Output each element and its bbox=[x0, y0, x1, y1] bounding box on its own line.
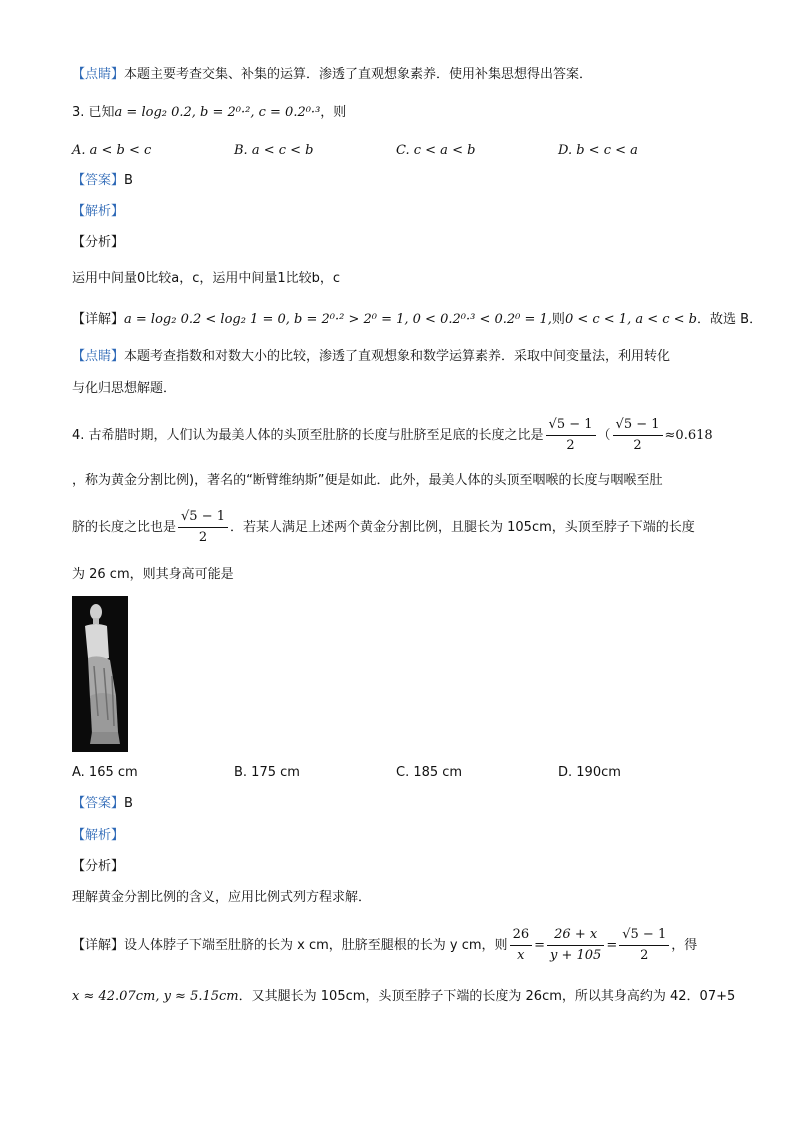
q3-option-b: B. a < c < b bbox=[234, 143, 314, 158]
eq-fraction-c: $\frac{√5 - 1}{2}$ bbox=[619, 925, 669, 966]
q4-fenxi-heading: 【分析】 bbox=[72, 859, 125, 874]
q3-detail: 【详解】a = log₂ 0.2 < log₂ 1 = 0, b = 2⁰·² > 2⁰ = 1, 0 < 0.2⁰·³ < 0.2⁰ = 1,则0 < c < 1, a < c < b．故选 B． bbox=[72, 312, 763, 327]
venus-statue-image bbox=[72, 596, 128, 752]
q3-option-d: D. b < c < a bbox=[558, 143, 638, 158]
q3-fenxi-text: 运用中间量0比较a，c，运用中间量1比较b，c bbox=[72, 271, 341, 286]
golden-ratio-fraction: $\frac{√5 - 1}{2}$ bbox=[546, 415, 596, 456]
q4-option-b: B. 175 cm bbox=[234, 765, 300, 780]
q3-answer: 【答案】B bbox=[72, 173, 133, 188]
q4-stem-line4: 为 26 cm，则其身高可能是 bbox=[72, 567, 234, 582]
q4-analysis-heading: 【解析】 bbox=[72, 828, 125, 843]
q3-analysis-heading: 【解析】 bbox=[72, 204, 125, 219]
q4-answer: 【答案】B bbox=[72, 796, 133, 811]
q3-option-c: C. c < a < b bbox=[396, 143, 476, 158]
q4-option-a: A. 165 cm bbox=[72, 765, 138, 780]
q3-dianjing-line1: 【点睛】本题考查指数和对数大小的比较，渗透了直观想象和数学运算素养．采取中间变量法，利用转化 bbox=[72, 349, 671, 364]
q4-stem-line2: ，称为黄金分割比例)，著名的“断臂维纳斯”便是如此．此外，最美人体的头顶至咽喉的长度与咽喉至肚 bbox=[72, 473, 663, 488]
q3-stem: 3. 已知a = log₂ 0.2, b = 2⁰·², c = 0.2⁰·³，则 bbox=[72, 105, 347, 120]
q4-fenxi-text: 理解黄金分割比例的含义，应用比例式列方程求解． bbox=[72, 890, 372, 905]
q4-option-d: D. 190cm bbox=[558, 765, 621, 780]
q4-detail-line2: x ≈ 42.07cm, y ≈ 5.15cm．又其腿长为 105cm，头顶至脖子下端的长度为 26cm，所以其身高约为 42．07+5 bbox=[72, 989, 736, 1004]
q3-fenxi-heading: 【分析】 bbox=[72, 235, 125, 250]
eq-fraction-a: $\frac{26}{x}$ bbox=[510, 925, 533, 966]
q4-detail-line1: 【详解】设人体脖子下端至肚脐的长为 x cm，肚脐至腿根的长为 y cm，则 $\frac{26}{x}$ = $\frac{26 + x}{y + 105}$ = $\frac{√5 - 1}{2}$ ，得 bbox=[72, 924, 697, 968]
q4-option-c: C. 185 cm bbox=[396, 765, 463, 780]
golden-ratio-fraction-2: $\frac{√5 - 1}{2}$ bbox=[613, 415, 663, 456]
statue-icon bbox=[72, 596, 128, 752]
dianjing-q2: 【点睛】本题主要考查交集、补集的运算．渗透了直观想象素养．使用补集思想得出答案． bbox=[72, 67, 593, 82]
q3-option-a: A. a < b < c bbox=[72, 143, 152, 158]
q3-dianjing-line2: 与化归思想解题． bbox=[72, 381, 177, 396]
eq-fraction-b: $\frac{26 + x}{y + 105}$ bbox=[547, 925, 604, 966]
q4-stem-line3: 脐的长度之比也是 $\frac{√5 - 1}{2}$ ．若某人满足上述两个黄金分割比例，且腿长为 105cm，头顶至脖子下端的长度 bbox=[72, 506, 695, 550]
golden-ratio-fraction-3: $\frac{√5 - 1}{2}$ bbox=[178, 507, 228, 548]
q4-stem-line1: 4. 古希腊时期，人们认为最美人体的头顶至肚脐的长度与肚脐至足底的长度之比是 $\frac{√5 - 1}{2}$ （ $\frac{√5 - 1}{2}$ ≈0.618 bbox=[72, 414, 713, 458]
